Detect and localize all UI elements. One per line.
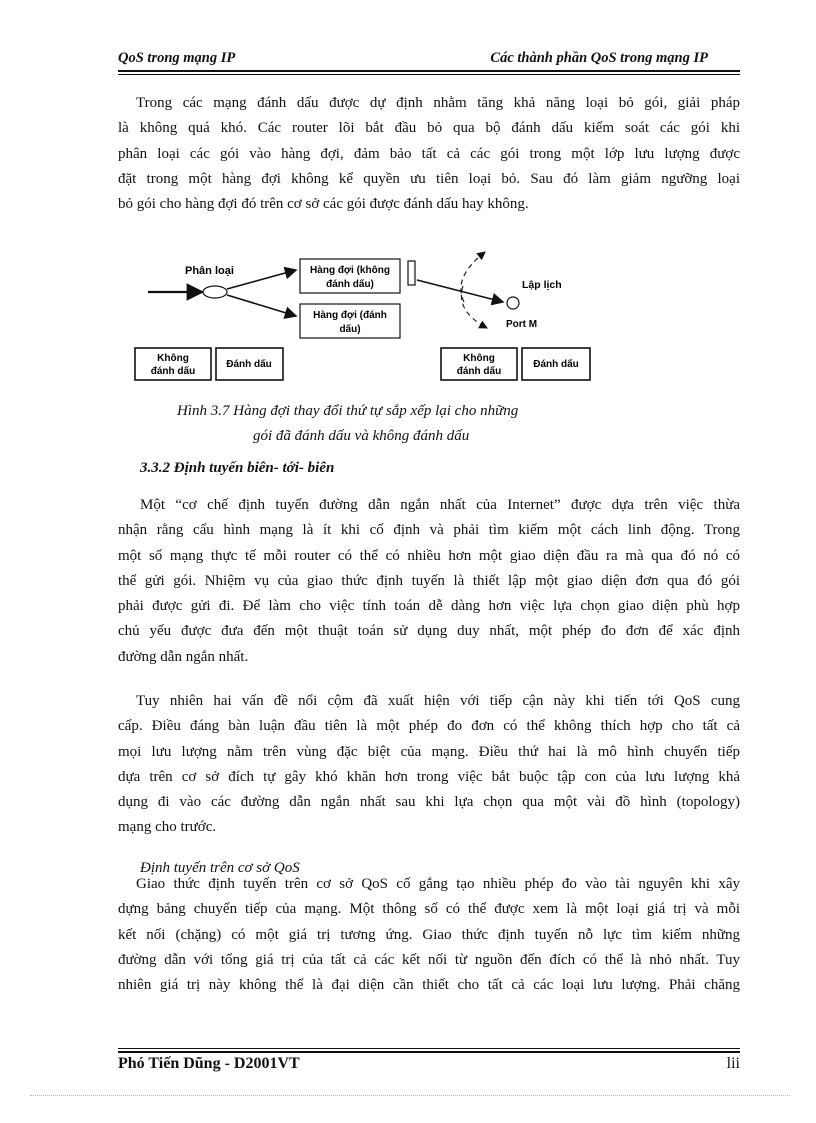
text-line: đường dẫn ngắn nhất.	[118, 648, 249, 665]
section-heading: 3.3.2 Định tuyến biên- tới- biên	[140, 460, 335, 476]
classifier-node	[203, 286, 227, 298]
text-line: dựng bảng chuyển tiếp của mạng. Một thông số có thể được xem là một loại giá trị và mỗi	[118, 901, 740, 918]
text-line: dụng đi vào các đường dẫn ngắn nhất sau khi lựa chọn qua một vài đồ hình (topology)	[118, 794, 740, 811]
text-line: cấp. Điều đáng bàn luận đầu tiên là một phép đo đơn có thể không thích hợp cho tất cả	[118, 718, 740, 735]
text-line: dựa trên cơ sở đích tự gây khó khăn hơn trong việc bắt buộc tập con của lưu lượng khả	[118, 768, 740, 785]
output-buffer	[408, 261, 415, 285]
text-line: Giao thức định tuyến trên cơ sở QoS cố gắng tạo nhiều phép đo vào tài nguyên khi xây	[136, 876, 740, 892]
text-line: bỏ gói cho hàng đợi đó trên cơ sở các gói được đánh dấu hay không.	[118, 196, 529, 213]
arrow-to-port	[417, 280, 503, 302]
header-rule	[118, 70, 740, 72]
paragraph-4	[118, 872, 740, 998]
text-line: đường dẫn với tổng giá trị của tất cả các kết nối từ nguồn đến đích có thể là nhỏ nhất. Tuy	[118, 951, 740, 968]
legend-unmarked-text: đánh dấu	[456, 366, 502, 377]
page-bottom-border	[30, 1095, 790, 1096]
text-line: là không quá khó. Các router lõi bắt đầu bỏ qua bộ đánh dấu kiểm soát các gói khi	[118, 120, 740, 137]
text-line: đặt trong một hàng đợi không kể quyền ưu tiên loại bỏ. Sau đó làm giảm ngưỡng loại	[118, 170, 740, 187]
footer-author: Phó Tiến Dũng - D2001VT	[118, 1055, 300, 1072]
text-line: phân loại các gói vào hàng đợi, đảm bảo tất cả các gói trong một lớp lưu lượng được	[118, 145, 740, 162]
classifier-label: Phân loại	[185, 265, 234, 277]
page-header	[118, 48, 740, 70]
caption-line-1: Hình 3.7 Hàng đợi thay đổi thứ tự sắp xếp lại cho những	[177, 403, 519, 419]
page-number: lii	[726, 1055, 740, 1072]
text-line: nhận rằng cấu hình mạng là ít khi cố định và phải tìm kiếm một cách linh động. Trong	[118, 522, 740, 539]
arrow-to-marked-queue	[227, 295, 296, 316]
port-node	[507, 297, 519, 309]
unmarked-queue-label: đánh dấu)	[326, 279, 374, 290]
queue-diagram	[130, 236, 600, 386]
legend-marked-text: Đánh dấu	[533, 359, 579, 370]
paragraph-3	[118, 689, 740, 841]
footer-rule	[118, 1051, 740, 1053]
text-line: phải được gửi đi. Để làm cho việc tính toán dễ dàng hơn việc lựa chọn giao diện phù hợp	[118, 598, 740, 615]
header-right-title: Các thành phần QoS trong mạng IP	[490, 50, 708, 66]
marked-queue-label: Hàng đợi (đánh	[313, 310, 387, 321]
text-line: Trong các mạng đánh dấu được dự định nhằm tăng khả năng loại bỏ gói, giải pháp	[136, 95, 740, 111]
unmarked-queue-label: Hàng đợi (không	[310, 265, 390, 276]
arrow-to-unmarked-queue	[227, 270, 296, 289]
legend-unmarked-text: Không	[157, 353, 189, 364]
footer-rule-thin	[118, 1048, 740, 1049]
legend-marked-text: Đánh dấu	[226, 359, 272, 370]
caption-line-2: gói đã đánh dấu và không đánh dấu	[253, 428, 470, 444]
text-line: Tuy nhiên hai vấn đề nổi cộm đã xuất hiện với tiếp cận này khi tiến tới QoS cung	[136, 693, 740, 709]
text-line: nhiên giá trị này không thể là đại diện cần thiết cho tất cả các loại lưu lượng. Phải chăng	[118, 977, 740, 994]
text-line: Một “cơ chế định tuyến đường dẫn ngắn nhất của Internet” được dựa trên việc thừa	[140, 497, 740, 513]
legend-unmarked-text: Không	[463, 353, 495, 364]
text-line: thể gửi gói. Nhiệm vụ của giao thức định tuyến là thiết lập một giao diện đơn qua đó gói	[118, 572, 740, 589]
port-label: Port M	[506, 319, 538, 330]
text-line: kết nối (chặng) có một giá trị tương ứng. Giao thức định tuyến nỗ lực tìm kiếm những	[118, 926, 740, 943]
header-rule-thin	[118, 74, 740, 75]
marked-queue-label: dấu)	[339, 324, 361, 335]
paragraph-1	[118, 91, 740, 217]
text-line: mọi lưu lượng nằm trên vùng đặc biệt của mạng. Điều thứ hai là mô hình chuyển tiếp	[118, 743, 740, 760]
scheduler-label: Lập lịch	[522, 279, 562, 291]
sub-heading: Định tuyến trên cơ sở QoS	[140, 860, 300, 876]
header-left-title: QoS trong mạng IP	[118, 50, 236, 66]
text-line: một số mạng thực tế mỗi router có thể có nhiều hơn một giao diện đầu ra mà qua đó nó có	[118, 547, 740, 564]
paragraph-2	[118, 493, 740, 670]
legend-unmarked-text: đánh dấu	[150, 366, 196, 377]
text-line: mạng cho trước.	[118, 819, 217, 836]
text-line: chủ yếu được đưa đến một thuật toán sử dụng duy nhất, một phép đo đơn để xác định	[118, 623, 740, 640]
